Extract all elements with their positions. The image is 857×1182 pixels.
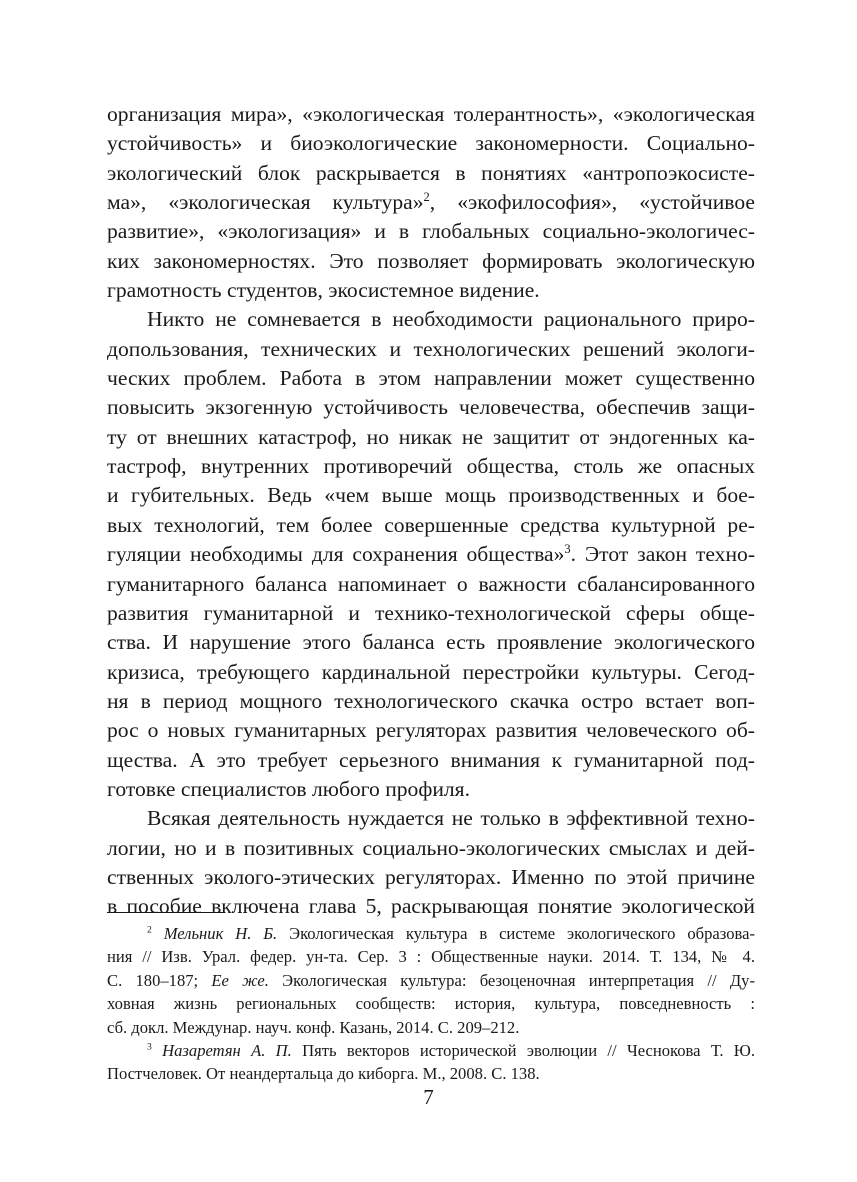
text-line: тастроф, внутренних противоречий общества, столь же опасных <box>107 454 755 479</box>
text-segment: Экологическая культура: безоценочная интерпретация // Ду- <box>268 970 756 990</box>
text-segment: Экологическая культура в системе экологического образова- <box>277 924 756 943</box>
body-text <box>107 100 755 922</box>
text-line: кризиса, требующего кардинальной перестройки культуры. Сегод- <box>107 659 755 684</box>
text-line: допользования, технических и технологических решений экологи- <box>107 336 755 361</box>
text-segment: . Этот закон техно- <box>570 542 756 567</box>
footnote-line: ховная жизнь региональных сообществ: история, культура, повседневность : <box>107 994 755 1014</box>
text-line <box>107 188 755 217</box>
text-line: повысить экзогенную устойчивость человечества, обеспечив защи- <box>107 395 755 420</box>
text-line: логии, но и в позитивных социально-экологических смыслах и дей- <box>107 835 755 860</box>
text-line: щества. А это требует серьезного внимания к гуманитарной под- <box>107 747 755 772</box>
text-line: организация мира», «экологическая толерантность», «экологическая <box>107 102 755 126</box>
text-line: развития гуманитарной и технико-технологической сферы обще- <box>107 600 755 625</box>
text-segment: , «экофилософия», «устойчивое <box>429 190 755 215</box>
text-line: развитие», «экологизация» и в глобальных социально-экологичес- <box>107 219 755 244</box>
text-line: ня в период мощного технологического скачка остро встает воп- <box>107 688 755 713</box>
text-line: и губительных. Ведь «чем выше мощь производственных и боe- <box>107 483 755 508</box>
text-line: в пособие включена глава 5, раскрывающая понятие экологической <box>107 894 755 919</box>
text-line <box>107 540 755 569</box>
footnote-author: Ее же. <box>211 970 269 990</box>
text-line: Всякая деятельность нуждается не только в эффективной техно- <box>147 806 755 831</box>
text-line: ства. И нарушение этого баланса есть проявление экологического <box>107 630 755 655</box>
text-line: Никто не сомневается в необходимости рационального приро- <box>147 307 755 332</box>
text-segment: гуляции необходимы для сохранения общества» <box>107 542 565 567</box>
footnote-line: ния // Изв. Урал. федер. ун-та. Сер. 3 : Общественные науки. 2014. Т. 134, № 4. <box>107 947 755 967</box>
footnote-line: Постчеловек. От неандертальца до киборга. М., 2008. С. 138. <box>107 1064 540 1084</box>
text-segment: С. 180–187; <box>107 970 212 990</box>
text-line: ственных эколого-этических регуляторах. Именно по этой причине <box>107 864 755 889</box>
footnote-line <box>107 922 755 945</box>
text-segment: Пять векторов исторической эволюции // Чеснокова Т. Ю. <box>291 1040 755 1060</box>
text-segment: ма», «экологическая культура» <box>107 190 424 215</box>
text-line: грамотность студентов, экосистемное видение. <box>107 278 540 303</box>
text-line: устойчивость» и биоэкологические закономерности. Социально- <box>107 131 755 156</box>
text-line: гуманитарного баланса напоминает о важности сбалансированного <box>107 571 755 596</box>
footnote-line <box>107 969 755 992</box>
text-line: вых технологий, тем более совершенные средства культурной ре- <box>107 512 755 537</box>
text-line: ких закономерностях. Это позволяет формировать экологическую <box>107 248 755 273</box>
footnote-line: сб. докл. Междунар. науч. конф. Казань, 2014. С. 209–212. <box>107 1017 520 1037</box>
text-line: рос о новых гуманитарных регуляторах развития человеческого об- <box>107 718 755 743</box>
footnote-number: 3 <box>147 1041 152 1053</box>
footnote-ref-2: 2 <box>423 189 430 204</box>
footnote-author: Мельник Н. Б. <box>163 924 278 943</box>
text-line: ческих проблем. Работа в этом направлении может существенно <box>107 366 755 391</box>
footnote-ref-3: 3 <box>564 541 571 556</box>
footnote-author: Назаретян А. П. <box>162 1040 292 1060</box>
footnote-separator <box>107 912 225 913</box>
footnote-number: 2 <box>147 924 152 936</box>
footnote-line <box>107 1039 755 1062</box>
text-line: готовке специалистов любого профиля. <box>107 776 470 801</box>
footnotes <box>107 922 755 1086</box>
page-number: 7 <box>423 1085 434 1109</box>
text-line: ту от внешних катастроф, но никак не защитит от эндогенных ка- <box>107 424 755 449</box>
text-line: экологический блок раскрывается в понятиях «антропоэкосисте- <box>107 160 755 185</box>
